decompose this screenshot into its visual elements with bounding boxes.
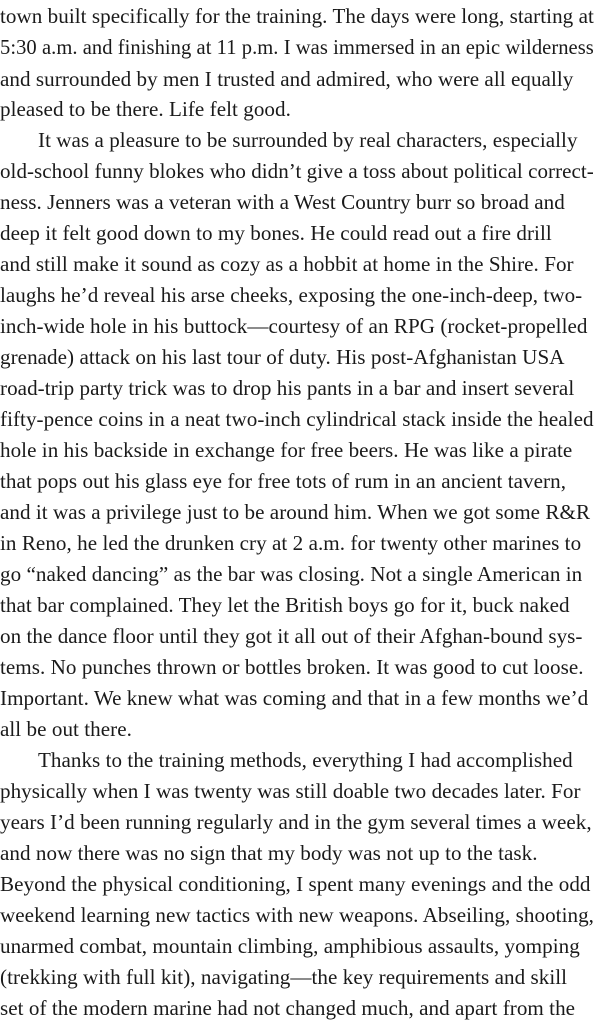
text-line: 5:30 a.m. and finishing at 11 p.m. I was immersed in an epic wilderness xyxy=(0,37,594,59)
text-line: all be out there. xyxy=(0,717,132,741)
text-line: go “naked dancing” as the bar was closing. Not a single American in xyxy=(0,562,583,586)
text-line: and still make it sound as cozy as a hobbit at home in the Shire. For xyxy=(0,252,574,276)
text-line: pleased to be there. Life felt good. xyxy=(0,97,291,121)
text-line: fifty-pence coins in a neat two-inch cylindrical stack inside the healed xyxy=(0,407,594,431)
text-line: unarmed combat, mountain climbing, amphibious assaults, yomping xyxy=(0,934,580,958)
text-line: and it was a privilege just to be around him. When we got some R&R xyxy=(0,500,591,524)
text-line: town built specifically for the training. The days were long, starting at xyxy=(0,4,594,28)
text-line: and surrounded by men I trusted and admired, who were all equally xyxy=(0,67,574,91)
text-line: that pops out his glass eye for free tots of rum in an ancient tavern, xyxy=(0,469,567,493)
text-line: It was a pleasure to be surrounded by real characters, especially xyxy=(38,128,578,152)
text-line: laughs he’d reveal his arse cheeks, exposing the one-inch-deep, two- xyxy=(0,283,583,307)
text-line: and now there was no sign that my body was not up to the task. xyxy=(0,841,538,865)
text-line: inch-wide hole in his buttock—courtesy of an RPG (rocket-propelled xyxy=(0,314,588,338)
text-line: Thanks to the training methods, everything I had accomplished xyxy=(38,748,573,772)
text-line: hole in his backside in exchange for free beers. He was like a pirate xyxy=(0,438,573,462)
text-line: Important. We knew what was coming and that in a few months we’d xyxy=(0,686,589,710)
text-line: Beyond the physical conditioning, I spent many evenings and the odd xyxy=(0,872,591,896)
text-line: road-trip party trick was to drop his pants in a bar and insert several xyxy=(0,376,575,400)
text-line: deep it felt good down to my bones. He could read out a fire drill xyxy=(0,221,552,245)
text-line: that bar complained. They let the British boys go for it, buck naked xyxy=(0,593,570,617)
text-line: on the dance floor until they got it all out of their Afghan-bound sys- xyxy=(0,624,583,648)
text-line: old-school funny blokes who didn’t give a toss about political correct- xyxy=(0,159,594,183)
text-line: tems. No punches thrown or bottles broken. It was good to cut loose. xyxy=(0,655,584,679)
text-line: weekend learning new tactics with new weapons. Abseiling, shooting, xyxy=(0,903,594,927)
text-line: set of the modern marine had not changed much, and apart from the xyxy=(0,996,576,1020)
text-line: grenade) attack on his last tour of duty. His post-Afghanistan USA xyxy=(0,345,565,369)
text-line: ness. Jenners was a veteran with a West Country burr so broad and xyxy=(0,190,565,214)
text-line: physically when I was twenty was still doable two decades later. For xyxy=(0,779,581,803)
text-line: years I’d been running regularly and in the gym several times a week, xyxy=(0,810,592,834)
text-line: in Reno, he led the drunken cry at 2 a.m. for twenty other marines to xyxy=(0,531,582,555)
text-line: (trekking with full kit), navigating—the key requirements and skill xyxy=(0,965,568,989)
